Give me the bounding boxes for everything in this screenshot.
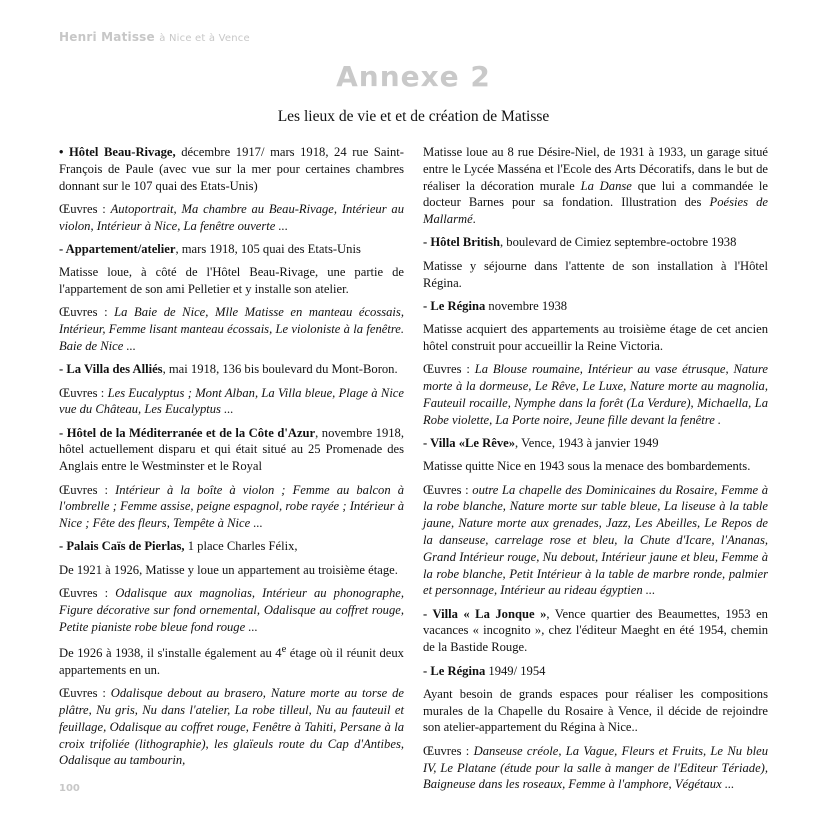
running-head [59,30,250,44]
running-head-author: Henri Matisse [59,30,155,44]
place-name: Le Régina [430,663,486,678]
place-name: La Villa des Alliés [66,362,163,377]
entry-hotel-british: - Hôtel British, boulevard de Cimiez septembre-octobre 1938 [423,235,737,250]
entry-hotel-beau-rivage: • Hôtel Beau-Rivage, décembre 1917/ mars 1918, 24 rue Saint-François de Paule (avec vue sur la mer pour certaines chambres donnant sur le 107 quai des Etats-Unis) [59,145,404,193]
paragraph: Matisse quitte Nice en 1943 sous la menace des bombardements. [423,459,751,474]
section-title: Les lieux de vie et et de création de Matisse [277,108,550,125]
paragraph: De 1926 à 1938, il s'installe également au 4e étage où il réunit deux appartements en un. [59,643,404,677]
paragraph: Ayant besoin de grands espaces pour réaliser les compositions murales de la Chapelle du Rosaire à Vence, il décide de rejoindre son atelier-appartement du Régina à Nice.. [423,686,768,735]
place-name: Appartement/atelier [65,241,176,256]
works-list: Œuvres : outre La chapelle des Dominicaines du Rosaire, Femme à la robe blanche, Nature morte sur table bleue, La liseuse à la table jaune, Nature morte aux grenades, Jazz, Les Abeilles, Le Repos de la danseuse, carrelage rose et bleu, la Chute d'Icare, l'Ananas, Grand Intérieur rouge, Nu debout, Intérieur jaune et bleu, Femme à la robe blanche, Petit Intérieur à la table de marbre ronde, palmier et personnage, Intérieur au rideau égyptien ... [423,482,768,598]
works-list: Œuvres : Intérieur à la boîte à violon ; Femme au balcon à l'ombrelle ; Femme assise, peigne espagnol, robe rayée ; Intérieur à Nice ; Fête des fleurs, Tempête à Nice ... [59,482,404,531]
right-column [423,144,768,800]
place-name: Hôtel de la Méditerranée et de la Côte d'Azur [66,425,316,440]
entry-hotel-mediterranee: - Hôtel de la Méditerranée et de la Côte d'Azur, novembre 1918, hôtel actuellement disparu et qui était situé au 25 Promenade des Anglais entre le Westminster et le Royal [59,425,405,474]
works-list: Œuvres : Autoportrait, Ma chambre au Beau-Rivage, Intérieur au violon, Intérieur à Nice, La fenêtre ouverte ... [59,201,404,233]
works-list: Œuvres : Les Eucalyptus ; Mont Alban, La Villa bleue, Plage à Nice vue du Château, Les Eucalyptus ... [59,385,404,417]
page-number: 100 [59,783,80,794]
entry-appartement-atelier: - Appartement/atelier, mars 1918, 105 quai des Etats-Unis [59,241,361,256]
entry-palais-cais-de-pierlas: - Palais Caïs de Pierlas, 1 place Charles Félix, [59,539,298,554]
works-list: Œuvres : La Blouse roumaine, Intérieur au vase étrusque, Nature morte à la dormeuse, Le Rêve, Le Luxe, Nature morte au magnolia, Fauteuil rocaille, Nymphe dans la forêt (La Verdure), Michaella, La Robe violette, La Porte noire, Jeune fille devant la fenêtre . [423,362,769,427]
left-column [59,144,404,776]
paragraph: Matisse acquiert des appartements au troisième étage de cet ancien hôtel construit pour accueillir la Reine Victoria. [423,322,768,353]
place-name: Le Régina [430,298,486,313]
entry-villa-des-allies: - La Villa des Alliés, mai 1918, 136 bis boulevard du Mont-Boron. [59,362,398,377]
entry-le-regina-1949: - Le Régina 1949/ 1954 [423,663,546,678]
running-head-subtitle: à Nice et à Vence [159,33,250,44]
paragraph: Matisse y séjourne dans l'attente de son installation à l'Hôtel Régina. [423,258,768,290]
works-list: Œuvres : Odalisque debout au brasero, Nature morte au torse de plâtre, Nu gris, Nu dans l'atelier, La robe tilleul, Nu au fauteuil et feuillage, Odalisque au coffret rouge, Fenêtre à Tahiti, Persane à la croix trifoliée (lithographie), les glaïeuls route du Cap d'Antibes, Odalisque au tambourin, [59,686,404,768]
place-name: Villa «Le Rêve» [430,435,515,450]
works-list: Œuvres : Odalisque aux magnolias, Intérieur au phonographe, Figure décorative sur fond ornemental, Odalisque au coffret rouge, Petite pianiste robe bleue fond rouge ... [59,586,404,634]
place-name: Hôtel Beau-Rivage, [69,145,176,159]
entry-villa-le-reve: - Villa «Le Rêve», Vence, 1943 à janvier 1949 [423,435,659,450]
paragraph: Matisse loue au 8 rue Désire-Niel, de 1931 à 1933, un garage situé entre le Lycée Masséna et l'Ecole des Arts Décoratifs, dans le but de réaliser la décoration murale La Danse que lui a commandée le docteur Barnes pour sa fondation. Illustration des Poésies de Mallarmé. [423,145,768,227]
entry-le-regina-1938: - Le Régina novembre 1938 [423,298,568,313]
annex-title: Annexe 2 [336,60,491,93]
paragraph: De 1921 à 1926, Matisse y loue un appartement au troisième étage. [59,562,398,577]
works-list: Œuvres : La Baie de Nice, Mlle Matisse en manteau écossais, Intérieur, Femme lisant manteau écossais, Le violoniste à la fenêtre. Baie de Nice ... [59,305,404,353]
entry-villa-la-jonque: - Villa « La Jonque », Vence quartier des Beaumettes, 1953 en vacances « incognito », chez l'éditeur Maeght en été 1954, chemin de la Bastide Rouge. [423,606,768,655]
works-list: Œuvres : Danseuse créole, La Vague, Fleurs et Fruits, Le Nu bleu IV, Le Platane (étude pour la salle à manger de l'Editeur Tériade), Baigneuse dans les roseaux, Femme à l'amphore, Végétaux ... [423,743,768,792]
place-name: Hôtel British [430,235,500,250]
place-name: Villa « La Jonque » [432,606,547,621]
paragraph: Matisse loue, à côté de l'Hôtel Beau-Rivage, une partie de l'appartement de son ami Pelletier et y installe son atelier. [59,265,404,297]
place-name: Palais Caïs de Pierlas, [66,539,185,554]
